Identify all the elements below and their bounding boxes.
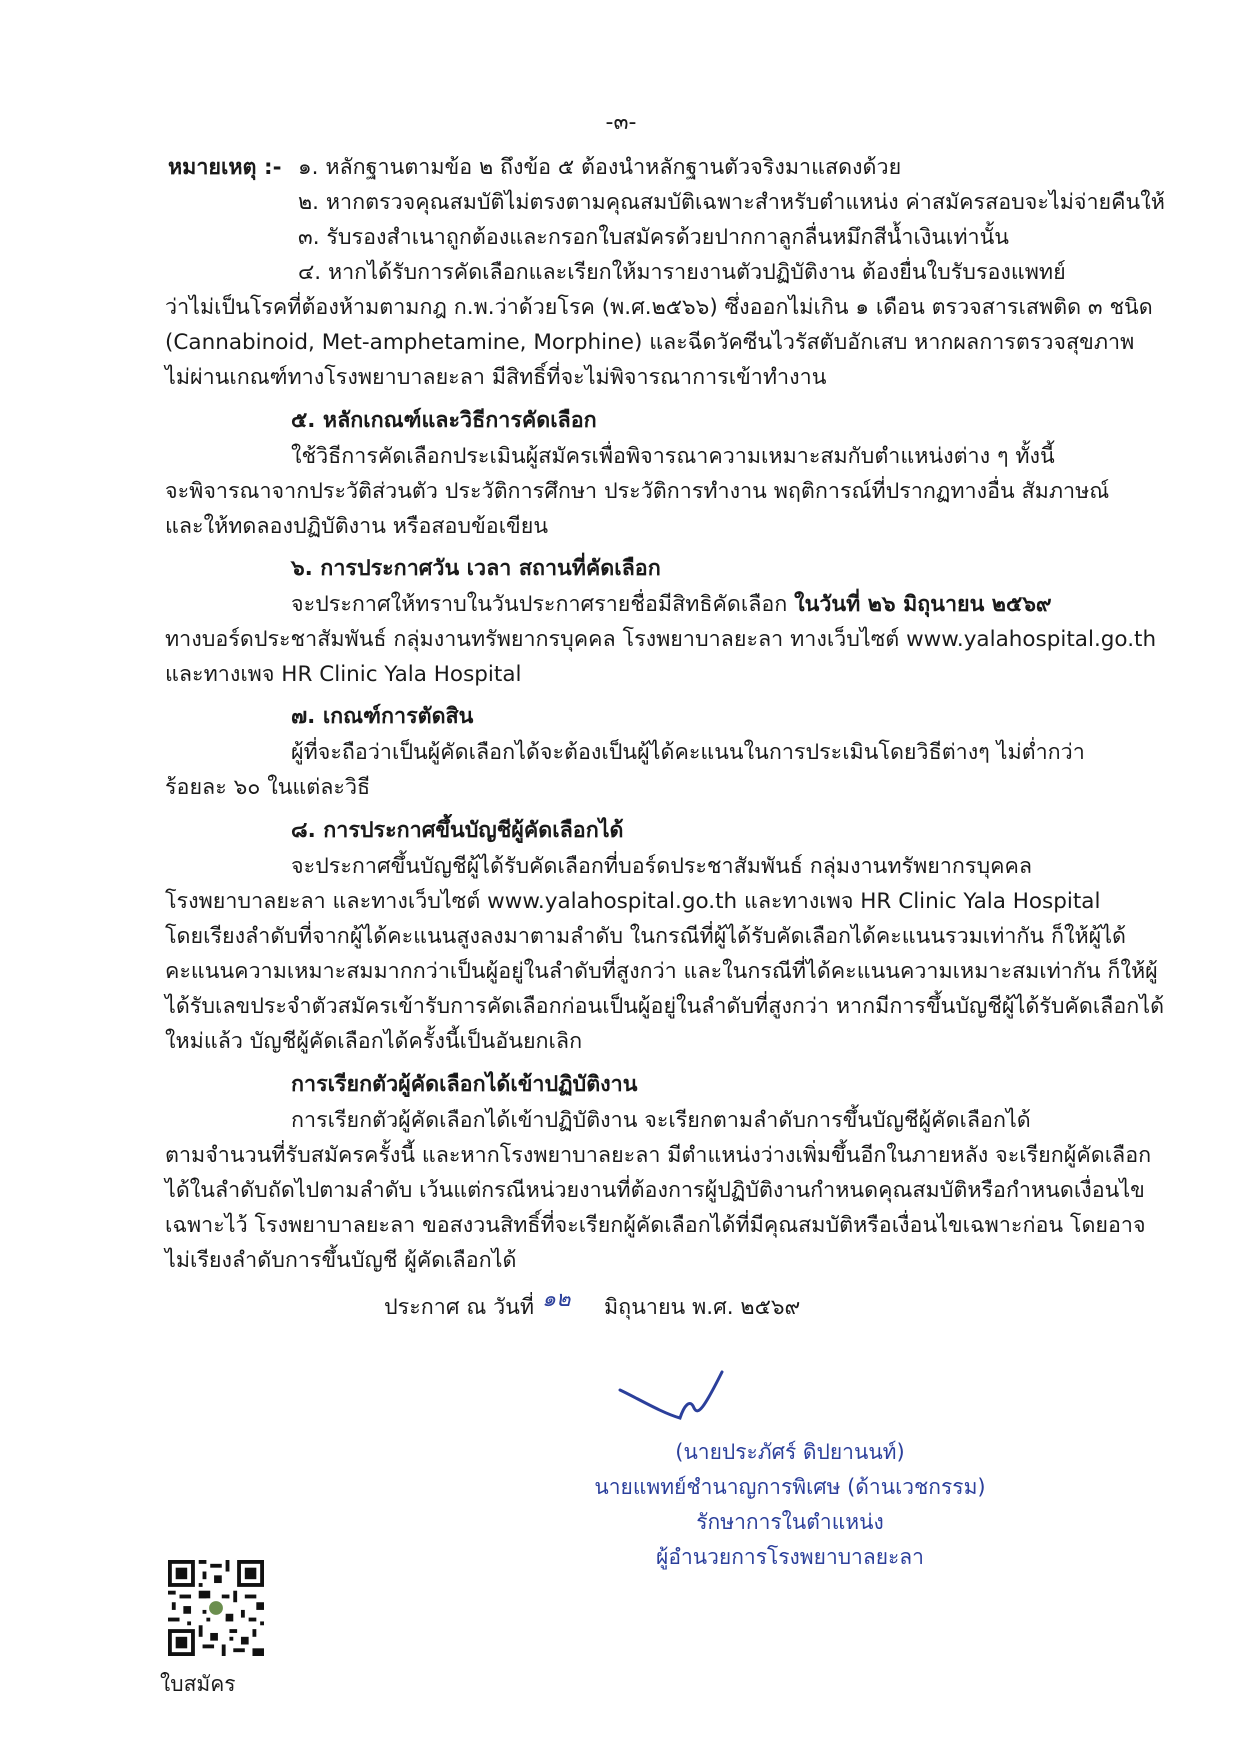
section-8-line-4: คะแนนความเหมาะสมมากกว่าเป็นผู้อยู่ในลำดับที่สูงกว่า และในกรณีที่ได้คะแนนความเหมาะสมเท่ากัน ก็ให้ผู้: [165, 959, 1158, 984]
section-9-heading: การเรียกตัวผู้คัดเลือกได้เข้าปฏิบัติงาน: [291, 1072, 638, 1097]
note-label: หมายเหตุ :-: [168, 155, 282, 180]
page-number: -๓-: [605, 110, 637, 135]
note-item-4-line-3: (Cannabinoid, Met-amphetamine, Morphine) และฉีดวัคซีนไวรัสตับอักเสบ หากผลการตรวจสุขภาพ: [165, 330, 1135, 355]
section-8-line-1: จะประกาศขึ้นบัญชีผู้ได้รับคัดเลือกที่บอร์ดประชาสัมพันธ์ กลุ่มงานทรัพยากรบุคคล: [291, 854, 1033, 879]
section-5-heading: ๕. หลักเกณฑ์และวิธีการคัดเลือก: [291, 408, 597, 433]
note-item-2: ๒. หากตรวจคุณสมบัติไม่ตรงตามคุณสมบัติเฉพาะสำหรับตำแหน่ง ค่าสมัครสอบจะไม่จ่ายคืนให้: [298, 190, 1165, 215]
section-6-date: ในวันที่ ๒๖ มิถุนายน ๒๕๖๙: [794, 592, 1052, 617]
section-5-line-1: ใช้วิธีการคัดเลือกประเมินผู้สมัครเพื่อพิจารณาความเหมาะสมกับตำแหน่งต่าง ๆ ทั้งนี้: [291, 444, 1055, 469]
section-8-line-6: ใหม่แล้ว บัญชีผู้คัดเลือกได้ครั้งนี้เป็นอันยกเลิก: [165, 1029, 583, 1054]
section-6-line-3: และทางเพจ HR Clinic Yala Hospital: [165, 662, 522, 687]
qr-code-icon[interactable]: [168, 1560, 264, 1656]
section-9-line-5: ไม่เรียงลำดับการขึ้นบัญชี ผู้คัดเลือกได้: [165, 1248, 517, 1273]
signer-title: นายแพทย์ชำนาญการพิเศษ (ด้านเวชกรรม): [594, 1475, 986, 1499]
section-9-line-3: ได้ในลำดับถัดไปตามลำดับ เว้นแต่กรณีหน่วยงานที่ต้องการผู้ปฏิบัติงานกำหนดคุณสมบัติหรือกำหนดเงื่อนไข: [165, 1178, 1145, 1203]
section-8-line-2: โรงพยาบาลยะลา และทางเว็บไซต์ www.yalahospital.go.th และทางเพจ HR Clinic Yala Hospital: [165, 889, 1101, 914]
announce-day-handwritten: ๑๒: [542, 1287, 571, 1312]
qr-label: ใบสมัคร: [160, 1672, 236, 1696]
note-item-1: ๑. หลักฐานตามข้อ ๒ ถึงข้อ ๕ ต้องนำหลักฐานตัวจริงมาแสดงด้วย: [298, 155, 902, 180]
note-item-3: ๓. รับรองสำเนาถูกต้องและกรอกใบสมัครด้วยปากกาลูกลื่นหมึกสีน้ำเงินเท่านั้น: [298, 225, 1010, 250]
section-8-heading: ๘. การประกาศขึ้นบัญชีผู้คัดเลือกได้: [291, 818, 624, 843]
section-7-line-2: ร้อยละ ๖๐ ในแต่ละวิธี: [165, 775, 371, 800]
section-9-line-2: ตามจำนวนที่รับสมัครครั้งนี้ และหากโรงพยาบาลยะลา มีตำแหน่งว่างเพิ่มขึ้นอีกในภายหลัง จะเรียกผู้คัดเลือก: [165, 1143, 1152, 1168]
note-item-4-line-2: ว่าไม่เป็นโรคที่ต้องห้ามตามกฎ ก.พ.ว่าด้วยโรค (พ.ศ.๒๕๖๖) ซึ่งออกไม่เกิน ๑ เดือน ตรวจสารเสพติด ๓ ชนิด: [165, 295, 1153, 320]
section-6-heading: ๖. การประกาศวัน เวลา สถานที่คัดเลือก: [291, 556, 661, 581]
signer-position: ผู้อำนวยการโรงพยาบาลยะลา: [656, 1545, 924, 1569]
section-6-line-1: [291, 589, 1052, 621]
section-5-line-3: และให้ทดลองปฏิบัติงาน หรือสอบข้อเขียน: [165, 514, 549, 539]
section-5-line-2: จะพิจารณาจากประวัติส่วนตัว ประวัติการศึกษา ประวัติการทำงาน พฤติการณ์ที่ปรากฏทางอื่น สัมภาษณ์: [165, 479, 1110, 504]
signature-scribble: [612, 1368, 732, 1428]
section-6-line-1-text: จะประกาศให้ทราบในวันประกาศรายชื่อมีสิทธิคัดเลือก: [291, 592, 795, 617]
section-9-line-4: เฉพาะไว้ โรงพยาบาลยะลา ขอสงวนสิทธิ์ที่จะเรียกผู้คัดเลือกได้ที่มีคุณสมบัติหรือเงื่อนไขเฉพาะก่อน โดยอาจ: [165, 1213, 1146, 1238]
note-item-4-line-4: ไม่ผ่านเกณฑ์ทางโรงพยาบาลยะลา มีสิทธิ์ที่จะไม่พิจารณาการเข้าทำงาน: [165, 365, 827, 390]
section-7-heading: ๗. เกณฑ์การตัดสิน: [291, 704, 474, 729]
section-7-line-1: ผู้ที่จะถือว่าเป็นผู้คัดเลือกได้จะต้องเป็นผู้ได้คะแนนในการประเมินโดยวิธีต่างๆ ไม่ต่ำกว่า: [291, 740, 1085, 765]
section-6-line-2: ทางบอร์ดประชาสัมพันธ์ กลุ่มงานทรัพยากรบุคคล โรงพยาบาลยะลา ทางเว็บไซต์ www.yalahospital.go.th: [165, 627, 1157, 652]
signer-name: (นายประภัศร์ ดิปยานนท์): [675, 1440, 905, 1464]
note-item-4-line-1: ๔. หากได้รับการคัดเลือกและเรียกให้มารายงานตัวปฏิบัติงาน ต้องยื่นใบรับรองแพทย์: [298, 260, 1066, 285]
section-8-line-5: ได้รับเลขประจำตัวสมัครเข้ารับการคัดเลือกก่อนเป็นผู้อยู่ในลำดับที่สูงกว่า หากมีการขึ้นบัญชีผู้ได้รับคัดเลือกได้: [165, 994, 1165, 1019]
announce-prefix: ประกาศ ณ วันที่: [384, 1295, 535, 1320]
signer-acting: รักษาการในตำแหน่ง: [696, 1510, 884, 1534]
announce-suffix: มิถุนายน พ.ศ. ๒๕๖๙: [604, 1295, 801, 1320]
section-9-line-1: การเรียกตัวผู้คัดเลือกได้เข้าปฏิบัติงาน จะเรียกตามลำดับการขึ้นบัญชีผู้คัดเลือกได้: [291, 1108, 1031, 1133]
section-8-line-3: โดยเรียงลำดับที่จากผู้ได้คะแนนสูงลงมาตามลำดับ ในกรณีที่ผู้ได้รับคัดเลือกได้คะแนนรวมเท่ากัน ก็ให้ผู้ได้: [165, 924, 1127, 949]
